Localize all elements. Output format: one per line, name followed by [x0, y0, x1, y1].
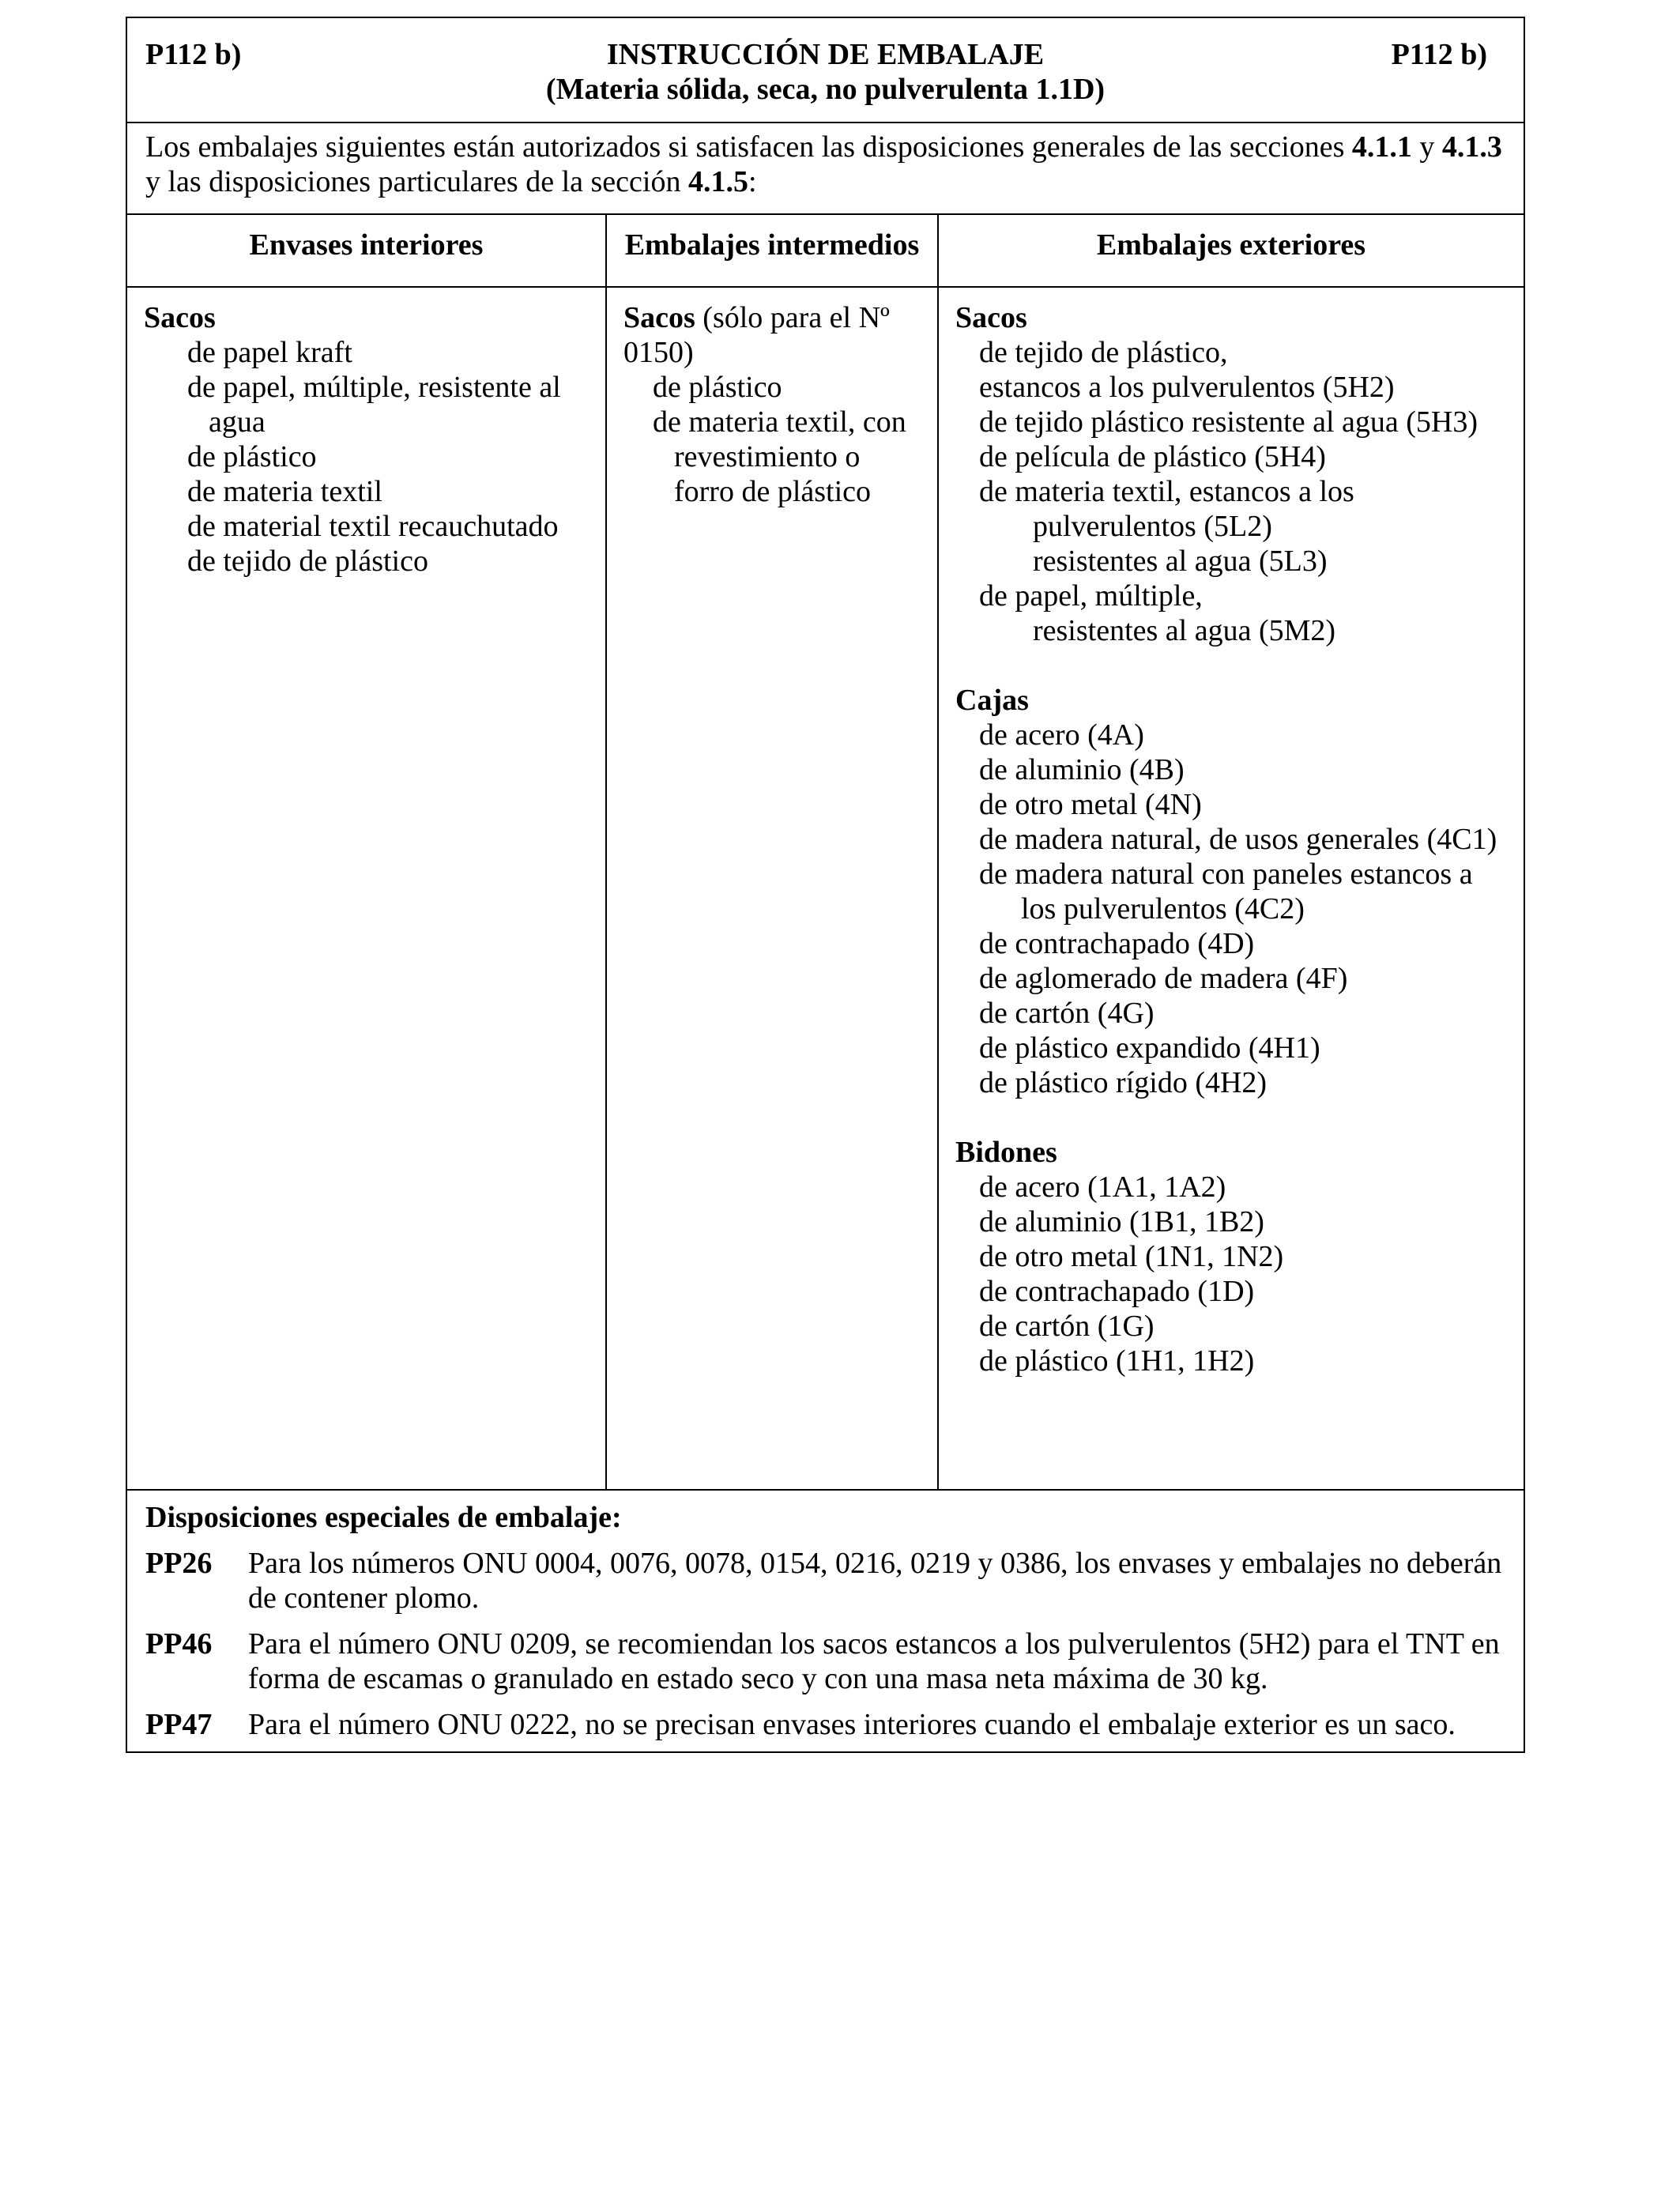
list-item: de película de plástico (5H4)	[979, 440, 1326, 473]
list-item: agua	[209, 405, 266, 439]
list-item: los pulverulentos (4C2)	[1021, 892, 1305, 925]
intro-paragraph	[127, 123, 1524, 215]
list-item: de madera natural con paneles estancos a	[979, 858, 1473, 891]
column-intermediate	[605, 215, 937, 1489]
inner-sacos-group	[144, 300, 596, 579]
list-item: de plástico rígido (4H2)	[979, 1066, 1268, 1099]
list-item: de materia textil	[187, 475, 382, 508]
list-item: resistentes al agua (5M2)	[1033, 614, 1336, 647]
intro-text-b: y	[1411, 130, 1442, 164]
column-inner-heading: Envases interiores	[127, 215, 605, 288]
intermediate-sacos-group	[623, 300, 928, 509]
list-item: estancos a los pulverulentos (5H2)	[979, 371, 1395, 404]
column-intermediate-body	[607, 288, 937, 1489]
list-item: de papel, múltiple, resistente al	[187, 371, 561, 404]
provision-pp46	[145, 1627, 1505, 1696]
special-provisions-title: Disposiciones especiales de embalaje:	[145, 1501, 622, 1534]
instruction-code-left: P112 b)	[145, 38, 242, 71]
list-item: de otro metal (4N)	[979, 788, 1202, 821]
provision-code: PP47	[145, 1708, 213, 1741]
outer-sacos-group	[955, 300, 1514, 648]
column-outer-body	[939, 288, 1524, 1489]
intermediate-group-note: (sólo para el Nº	[695, 301, 890, 334]
provision-code: PP46	[145, 1627, 213, 1661]
outer-bidones-group	[955, 1135, 1514, 1378]
instruction-title-block	[127, 37, 1524, 107]
list-item: de contrachapado (4D)	[979, 927, 1255, 960]
list-item: de aluminio (4B)	[979, 753, 1185, 786]
list-item: de plástico	[187, 440, 317, 473]
provision-text: Para el número ONU 0209, se recomiendan los sacos estancos a los pulverulentos (5H2) para el TNT en forma de escamas o granulado en estado seco y con una masa neta máxima de 30 kg.	[248, 1627, 1500, 1695]
list-item: resistentes al agua (5L3)	[1033, 545, 1328, 578]
list-item: de plástico expandido (4H1)	[979, 1031, 1320, 1065]
packing-instruction-table	[126, 17, 1525, 1753]
instruction-subtitle: (Materia sólida, seca, no pulverulenta 1.1D)	[545, 73, 1106, 106]
column-outer	[937, 215, 1524, 1489]
provision-text: Para el número ONU 0222, no se precisan envases interiores cuando el embalaje exterior es un saco.	[248, 1708, 1456, 1741]
list-item: de aglomerado de madera (4F)	[979, 962, 1348, 995]
list-item: de acero (4A)	[979, 718, 1144, 752]
instruction-code-right: P112 b)	[1391, 38, 1487, 71]
outer-cajas-group	[955, 683, 1514, 1100]
instruction-header	[127, 18, 1524, 123]
list-item: de papel, múltiple,	[979, 579, 1203, 613]
list-item: forro de plástico	[674, 475, 872, 508]
provision-pp47	[145, 1707, 1505, 1742]
list-item: de papel kraft	[187, 336, 352, 369]
provision-text: Para los números ONU 0004, 0076, 0078, 0154, 0216, 0219 y 0386, los envases y embalajes no deberán de contener plomo.	[248, 1547, 1502, 1615]
outer-sacos-title: Sacos	[955, 301, 1027, 334]
list-item: de cartón (4G)	[979, 997, 1155, 1030]
column-inner-body	[127, 288, 605, 1489]
inner-group-title: Sacos	[144, 301, 216, 334]
intermediate-group-header	[623, 300, 928, 335]
special-provisions	[127, 1489, 1524, 1751]
intro-ref-4-1-1: 4.1.1	[1351, 130, 1412, 164]
list-item: pulverulentos (5L2)	[1033, 510, 1272, 543]
list-item: de materia textil, con	[653, 405, 906, 439]
outer-cajas-title: Cajas	[955, 684, 1029, 717]
column-inner	[127, 215, 605, 1489]
column-intermediate-heading: Embalajes intermedios	[607, 215, 937, 288]
list-item: de otro metal (1N1, 1N2)	[979, 1240, 1284, 1273]
list-item: de plástico	[653, 371, 782, 404]
list-item: de acero (1A1, 1A2)	[979, 1171, 1226, 1204]
list-item: de tejido de plástico,	[979, 336, 1228, 369]
intermediate-group-title: Sacos	[623, 301, 695, 334]
instruction-title: INSTRUCCIÓN DE EMBALAJE	[606, 38, 1045, 71]
list-item: revestimiento o	[674, 440, 861, 473]
intro-text-d: :	[748, 165, 757, 198]
list-item: de plástico (1H1, 1H2)	[979, 1344, 1255, 1378]
packaging-columns	[127, 215, 1524, 1489]
provision-pp26	[145, 1546, 1505, 1615]
intro-ref-4-1-3: 4.1.3	[1441, 130, 1502, 164]
intro-ref-4-1-5: 4.1.5	[687, 165, 748, 198]
list-item: de cartón (1G)	[979, 1310, 1155, 1343]
list-item: de madera natural, de usos generales (4C1)	[979, 823, 1497, 856]
provision-code: PP26	[145, 1547, 213, 1580]
list-item: de tejido plástico resistente al agua (5H3)	[979, 405, 1478, 439]
column-outer-heading: Embalajes exteriores	[939, 215, 1524, 288]
list-item: de material textil recauchutado	[187, 510, 559, 543]
intro-text-c: y las disposiciones particulares de la sección	[145, 165, 688, 198]
intro-text-a: Los embalajes siguientes están autorizados si satisfacen las disposiciones generales de las secciones	[145, 130, 1352, 164]
list-item: de tejido de plástico	[187, 545, 428, 578]
list-item: de aluminio (1B1, 1B2)	[979, 1205, 1264, 1238]
outer-bidones-title: Bidones	[955, 1136, 1057, 1169]
list-item: de materia textil, estancos a los	[979, 475, 1354, 508]
list-item: de contrachapado (1D)	[979, 1275, 1255, 1308]
intermediate-group-note-cont: 0150)	[623, 336, 694, 369]
